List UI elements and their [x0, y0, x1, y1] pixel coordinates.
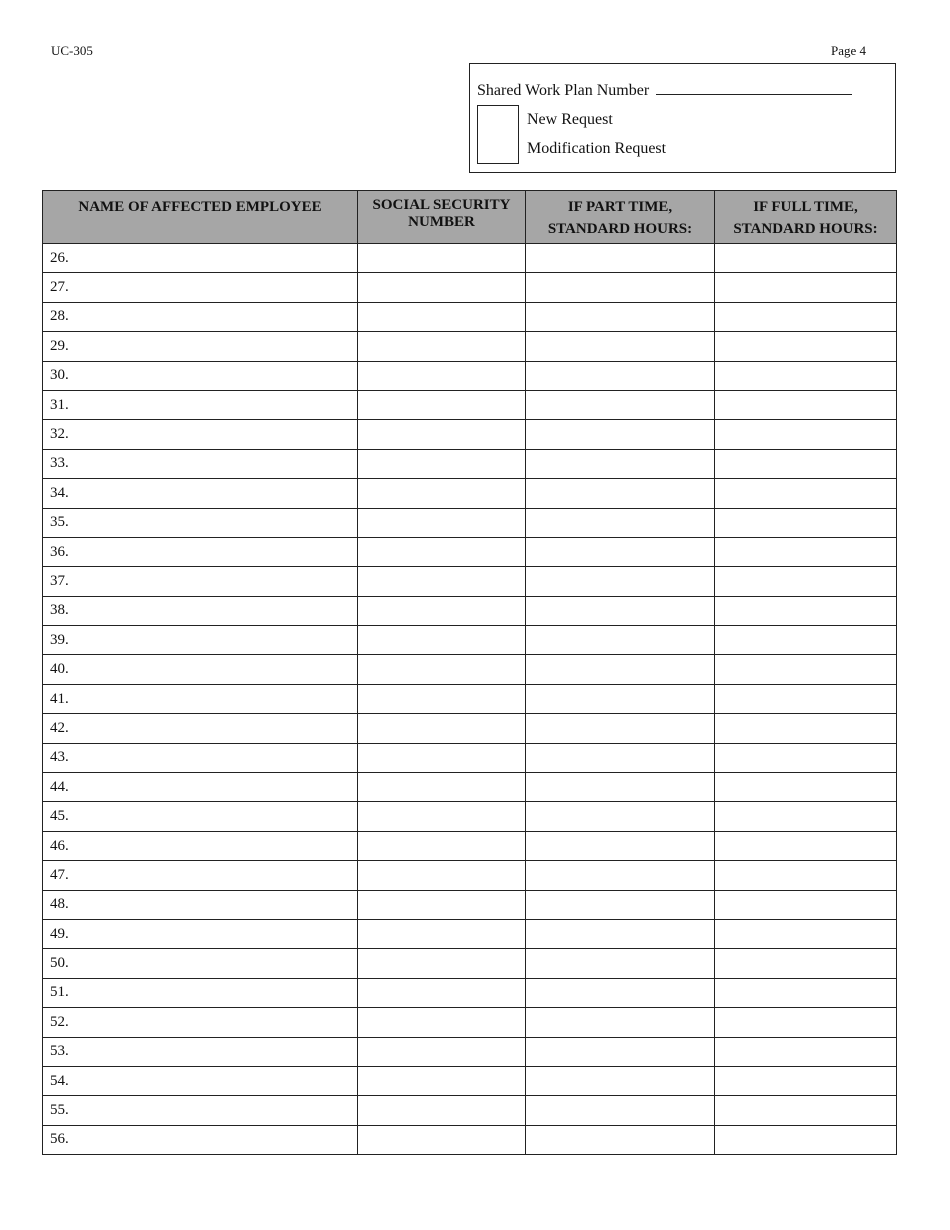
row-number: 47. [50, 866, 69, 883]
row-number: 38. [50, 602, 69, 619]
employee-name-cell[interactable] [43, 1096, 358, 1125]
ssn-cell[interactable] [358, 537, 526, 566]
row-number: 50. [50, 955, 69, 972]
row-number: 43. [50, 749, 69, 766]
full-time-hours-cell[interactable] [715, 508, 897, 537]
part-time-hours-cell[interactable] [526, 714, 715, 743]
col-header-line: NAME OF AFFECTED EMPLOYEE [78, 199, 322, 215]
employee-name-cell[interactable] [43, 332, 358, 361]
ssn-cell[interactable] [358, 802, 526, 831]
employee-name-cell[interactable] [43, 508, 358, 537]
part-time-hours-cell[interactable] [526, 273, 715, 302]
part-time-hours-cell[interactable] [526, 802, 715, 831]
row-number: 31. [50, 396, 69, 413]
part-time-hours-cell[interactable] [526, 420, 715, 449]
table-row [43, 273, 897, 302]
row-number: 27. [50, 279, 69, 296]
employee-name-cell[interactable] [43, 919, 358, 948]
table-row [43, 596, 897, 625]
col-header-line: IF FULL TIME, [753, 199, 858, 215]
row-number: 33. [50, 455, 69, 472]
full-time-hours-cell[interactable] [715, 1125, 897, 1154]
employee-name-cell[interactable] [43, 449, 358, 478]
row-number: 55. [50, 1102, 69, 1119]
col-header-part-time-hours [526, 191, 715, 244]
full-time-hours-cell[interactable] [715, 831, 897, 860]
ssn-cell[interactable] [358, 567, 526, 596]
plan-number-line [477, 81, 852, 100]
row-number: 45. [50, 808, 69, 825]
part-time-hours-cell[interactable] [526, 244, 715, 273]
row-number: 26. [50, 249, 69, 266]
full-time-hours-cell[interactable] [715, 890, 897, 919]
full-time-hours-cell[interactable] [715, 626, 897, 655]
ssn-cell[interactable] [358, 1008, 526, 1037]
full-time-hours-cell[interactable] [715, 420, 897, 449]
full-time-hours-cell[interactable] [715, 949, 897, 978]
row-number: 54. [50, 1072, 69, 1089]
table-row [43, 831, 897, 860]
full-time-hours-cell[interactable] [715, 684, 897, 713]
employee-name-cell[interactable] [43, 684, 358, 713]
ssn-cell[interactable] [358, 361, 526, 390]
col-header-line: IF PART TIME, [567, 199, 673, 215]
ssn-cell[interactable] [358, 949, 526, 978]
ssn-cell[interactable] [358, 273, 526, 302]
row-number: 52. [50, 1013, 69, 1030]
ssn-cell[interactable] [358, 449, 526, 478]
part-time-hours-cell[interactable] [526, 567, 715, 596]
full-time-hours-cell[interactable] [715, 479, 897, 508]
table-row [43, 537, 897, 566]
employee-name-cell[interactable] [43, 420, 358, 449]
employee-name-cell[interactable] [43, 714, 358, 743]
employee-name-cell[interactable] [43, 1125, 358, 1154]
col-header-line: STANDARD HOURS: [547, 221, 693, 237]
employee-name-cell[interactable] [43, 802, 358, 831]
ssn-cell[interactable] [358, 626, 526, 655]
row-number: 46. [50, 837, 69, 854]
employee-name-cell[interactable] [43, 479, 358, 508]
employee-name-cell[interactable] [43, 1008, 358, 1037]
table-row [43, 420, 897, 449]
ssn-cell[interactable] [358, 861, 526, 890]
employee-name-cell[interactable] [43, 273, 358, 302]
part-time-hours-cell[interactable] [526, 1008, 715, 1037]
table-row [43, 479, 897, 508]
part-time-hours-cell[interactable] [526, 508, 715, 537]
ssn-cell[interactable] [358, 1125, 526, 1154]
part-time-hours-cell[interactable] [526, 1096, 715, 1125]
full-time-hours-cell[interactable] [715, 332, 897, 361]
part-time-hours-cell[interactable] [526, 596, 715, 625]
employee-name-cell[interactable] [43, 596, 358, 625]
row-number: 29. [50, 337, 69, 354]
ssn-cell[interactable] [358, 1066, 526, 1095]
row-number: 40. [50, 661, 69, 678]
table-row [43, 802, 897, 831]
row-number: 44. [50, 778, 69, 795]
ssn-cell[interactable] [358, 596, 526, 625]
part-time-hours-cell[interactable] [526, 890, 715, 919]
table-row [43, 332, 897, 361]
col-header-line: SOCIAL SECURITY [372, 197, 511, 213]
ssn-cell[interactable] [358, 978, 526, 1007]
ssn-cell[interactable] [358, 302, 526, 331]
new-request-checkbox[interactable] [477, 105, 519, 135]
table-row [43, 743, 897, 772]
ssn-cell[interactable] [358, 684, 526, 713]
part-time-hours-cell[interactable] [526, 449, 715, 478]
full-time-hours-cell[interactable] [715, 390, 897, 419]
ssn-cell[interactable] [358, 655, 526, 684]
part-time-hours-cell[interactable] [526, 1125, 715, 1154]
row-number: 56. [50, 1131, 69, 1148]
table-row [43, 919, 897, 948]
employee-name-cell[interactable] [43, 831, 358, 860]
row-number: 28. [50, 308, 69, 325]
col-header-line: STANDARD HOURS: [733, 221, 878, 237]
plan-number-field[interactable] [656, 81, 852, 95]
employee-name-cell[interactable] [43, 655, 358, 684]
employee-name-cell[interactable] [43, 567, 358, 596]
table-row [43, 361, 897, 390]
modification-request-checkbox[interactable] [477, 134, 519, 164]
col-header-line: NUMBER [408, 214, 475, 230]
row-number: 41. [50, 690, 69, 707]
employee-name-cell[interactable] [43, 773, 358, 802]
modification-request-option [477, 134, 666, 164]
full-time-hours-cell[interactable] [715, 567, 897, 596]
part-time-hours-cell[interactable] [526, 684, 715, 713]
ssn-cell[interactable] [358, 714, 526, 743]
employee-name-cell[interactable] [43, 302, 358, 331]
full-time-hours-cell[interactable] [715, 1066, 897, 1095]
col-header-employee-name [43, 191, 358, 244]
full-time-hours-cell[interactable] [715, 244, 897, 273]
table-row [43, 890, 897, 919]
table-row [43, 626, 897, 655]
table-row [43, 655, 897, 684]
table-row [43, 1125, 897, 1154]
table-row [43, 1008, 897, 1037]
row-number: 51. [50, 984, 69, 1001]
full-time-hours-cell[interactable] [715, 302, 897, 331]
row-number: 35. [50, 514, 69, 531]
full-time-hours-cell[interactable] [715, 802, 897, 831]
employee-name-cell[interactable] [43, 361, 358, 390]
table-row [43, 861, 897, 890]
employee-name-cell[interactable] [43, 861, 358, 890]
ssn-cell[interactable] [358, 1037, 526, 1066]
full-time-hours-cell[interactable] [715, 773, 897, 802]
full-time-hours-cell[interactable] [715, 978, 897, 1007]
plan-number-label: Shared Work Plan Number [477, 82, 650, 99]
part-time-hours-cell[interactable] [526, 361, 715, 390]
part-time-hours-cell[interactable] [526, 390, 715, 419]
part-time-hours-cell[interactable] [526, 537, 715, 566]
ssn-cell[interactable] [358, 773, 526, 802]
employee-name-cell[interactable] [43, 537, 358, 566]
modification-request-label: Modification Request [527, 140, 667, 157]
ssn-cell[interactable] [358, 743, 526, 772]
part-time-hours-cell[interactable] [526, 949, 715, 978]
employee-name-cell[interactable] [43, 743, 358, 772]
full-time-hours-cell[interactable] [715, 655, 897, 684]
table-row [43, 773, 897, 802]
table-row [43, 978, 897, 1007]
full-time-hours-cell[interactable] [715, 273, 897, 302]
table-row [43, 1066, 897, 1095]
part-time-hours-cell[interactable] [526, 1037, 715, 1066]
row-number: 53. [50, 1043, 69, 1060]
page-number: Page 4 [831, 43, 867, 58]
row-number: 34. [50, 484, 69, 501]
col-header-ssn [358, 191, 526, 244]
part-time-hours-cell[interactable] [526, 743, 715, 772]
row-number: 30. [50, 367, 69, 384]
full-time-hours-cell[interactable] [715, 1037, 897, 1066]
ssn-cell[interactable] [358, 390, 526, 419]
ssn-cell[interactable] [358, 508, 526, 537]
part-time-hours-cell[interactable] [526, 479, 715, 508]
employee-name-cell[interactable] [43, 949, 358, 978]
employee-name-cell[interactable] [43, 1037, 358, 1066]
part-time-hours-cell[interactable] [526, 1066, 715, 1095]
table-row [43, 949, 897, 978]
form-id: UC-305 [51, 43, 93, 58]
employee-name-cell[interactable] [43, 390, 358, 419]
table-row [43, 1096, 897, 1125]
table-row [43, 302, 897, 331]
part-time-hours-cell[interactable] [526, 773, 715, 802]
part-time-hours-cell[interactable] [526, 861, 715, 890]
table-body [43, 244, 897, 1155]
col-header-full-time-hours [715, 191, 897, 244]
full-time-hours-cell[interactable] [715, 1008, 897, 1037]
row-number: 32. [50, 426, 69, 443]
shared-work-plan-box [469, 63, 896, 173]
ssn-cell[interactable] [358, 831, 526, 860]
table-row [43, 1037, 897, 1066]
employee-name-cell[interactable] [43, 978, 358, 1007]
table-row [43, 714, 897, 743]
table-row [43, 449, 897, 478]
table-row [43, 244, 897, 273]
part-time-hours-cell[interactable] [526, 626, 715, 655]
part-time-hours-cell[interactable] [526, 919, 715, 948]
row-number: 39. [50, 631, 69, 648]
affected-employees-table [42, 190, 897, 1155]
row-number: 36. [50, 543, 69, 560]
employee-name-cell[interactable] [43, 1066, 358, 1095]
table-header-row [43, 191, 897, 244]
row-number: 37. [50, 572, 69, 589]
ssn-cell[interactable] [358, 479, 526, 508]
employee-name-cell[interactable] [43, 626, 358, 655]
table-row [43, 390, 897, 419]
full-time-hours-cell[interactable] [715, 361, 897, 390]
part-time-hours-cell[interactable] [526, 302, 715, 331]
row-number: 49. [50, 925, 69, 942]
new-request-label: New Request [527, 111, 613, 128]
part-time-hours-cell[interactable] [526, 655, 715, 684]
full-time-hours-cell[interactable] [715, 537, 897, 566]
table-row [43, 684, 897, 713]
ssn-cell[interactable] [358, 244, 526, 273]
new-request-option [477, 105, 613, 135]
employee-name-cell[interactable] [43, 890, 358, 919]
ssn-cell[interactable] [358, 919, 526, 948]
full-time-hours-cell[interactable] [715, 449, 897, 478]
full-time-hours-cell[interactable] [715, 861, 897, 890]
part-time-hours-cell[interactable] [526, 831, 715, 860]
ssn-cell[interactable] [358, 1096, 526, 1125]
row-number: 48. [50, 896, 69, 913]
full-time-hours-cell[interactable] [715, 743, 897, 772]
ssn-cell[interactable] [358, 890, 526, 919]
part-time-hours-cell[interactable] [526, 332, 715, 361]
part-time-hours-cell[interactable] [526, 978, 715, 1007]
ssn-cell[interactable] [358, 332, 526, 361]
table-row [43, 567, 897, 596]
full-time-hours-cell[interactable] [715, 1096, 897, 1125]
full-time-hours-cell[interactable] [715, 919, 897, 948]
ssn-cell[interactable] [358, 420, 526, 449]
full-time-hours-cell[interactable] [715, 714, 897, 743]
table-row [43, 508, 897, 537]
employee-name-cell[interactable] [43, 244, 358, 273]
row-number: 42. [50, 719, 69, 736]
full-time-hours-cell[interactable] [715, 596, 897, 625]
